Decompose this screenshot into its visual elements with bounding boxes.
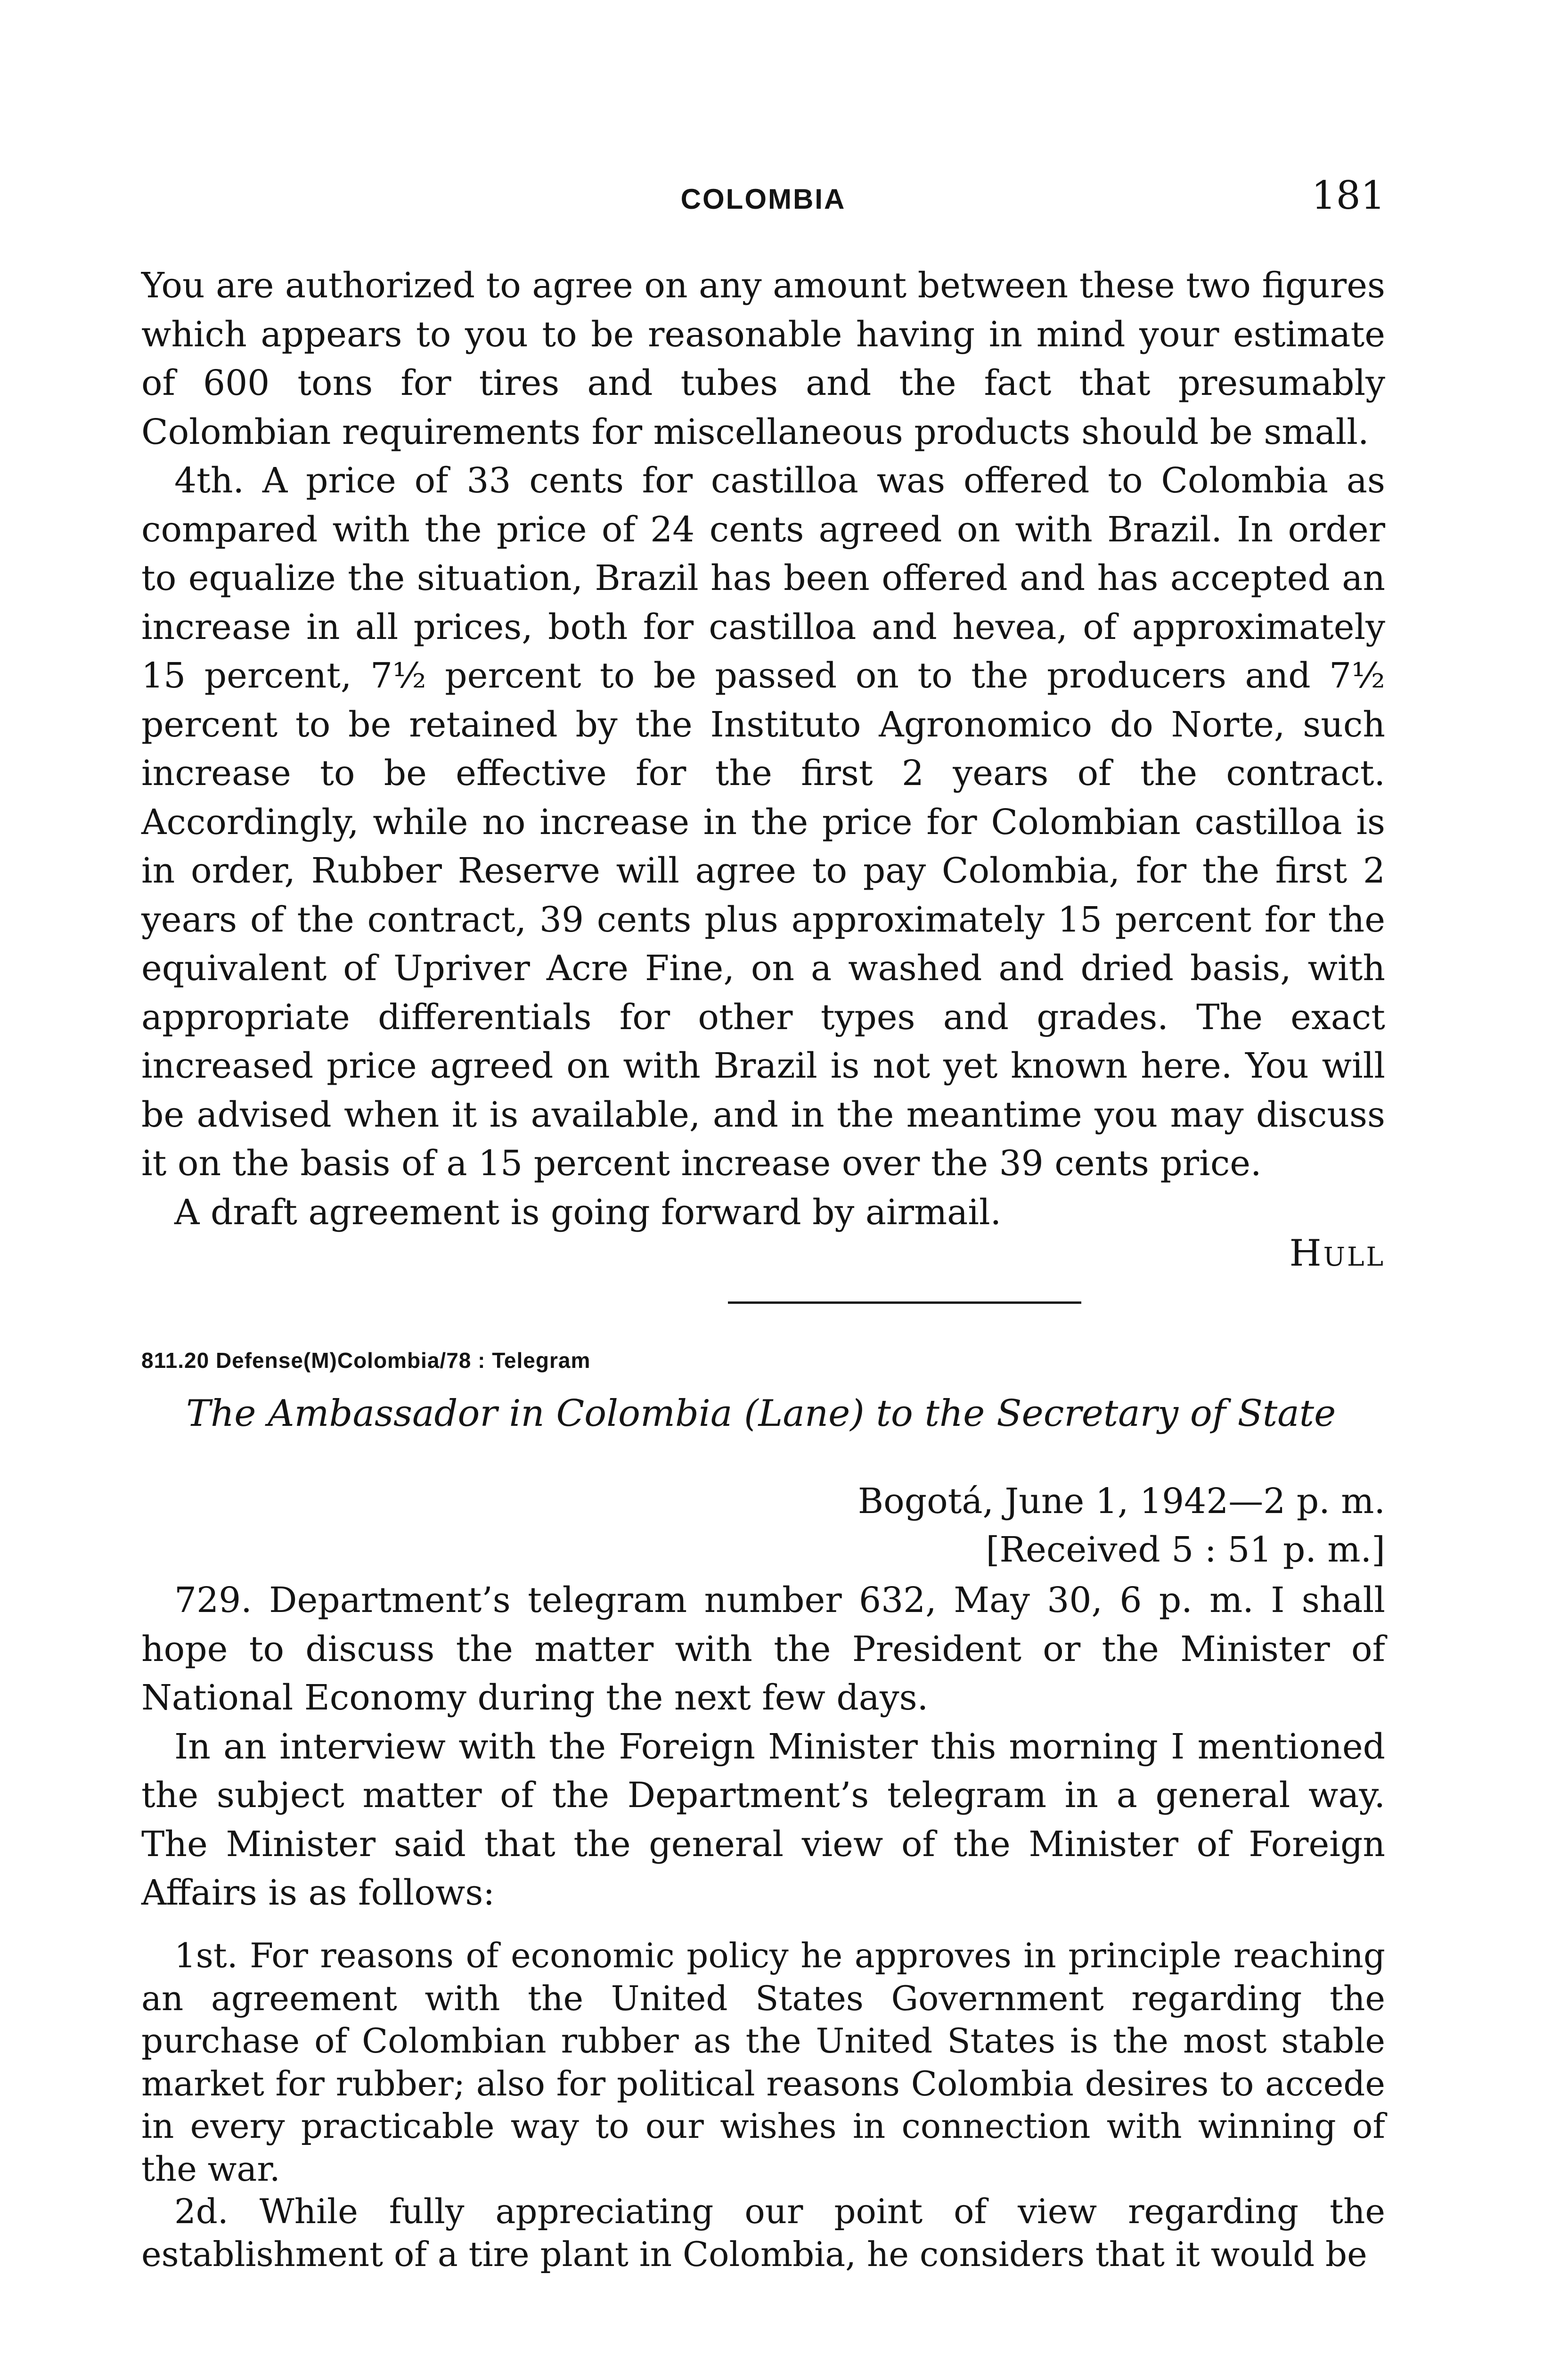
telegram-continuation (141, 262, 1385, 1237)
paragraph-authorization: You are authorized to agree on any amount between these two figures which appears to you to be reasonable having in mind your estimate of 600 tons for tires and tubes and the fact that presumably Colombian requirements for miscellaneous products should be small. (141, 265, 1385, 452)
running-head (141, 173, 1385, 225)
received-time: [Received 5 : 51 p. m.] (986, 1530, 1385, 1570)
paragraph-interview: In an interview with the Foreign Minister this morning I mentioned the subject matter of the Department’s telegram in a general way. The Minister said that the general view of the Minister of Foreign Affairs is as follows: (141, 1726, 1385, 1913)
quoted-points (141, 1934, 1385, 2275)
page-number: 181 (1311, 173, 1385, 218)
signature-hull: Hull (1289, 1232, 1385, 1275)
dateline (858, 1477, 1385, 1574)
document-heading: The Ambassador in Colombia (Lane) to the Secretary of State (186, 1392, 1336, 1435)
paragraph-729: 729. Department’s telegram number 632, May 30, 6 p. m. I shall hope to discuss the matter with the President or the Minister of National Economy during the next few days. (141, 1580, 1385, 1718)
paragraph-second-point: 2d. While fully appreciating our point of view regarding the establishment of a tire plant in Colombia, he considers that it would be (141, 2192, 1385, 2274)
paragraph-draft-agreement: A draft agreement is going forward by airmail. (174, 1192, 1002, 1233)
telegram-body (141, 1576, 1385, 1918)
section-title: COLOMBIA (680, 183, 846, 215)
paragraph-fourth-point: 4th. A price of 33 cents for castilloa was offered to Colombia as compared with the price of 24 cents agreed on with Brazil. In order to equalize the situation, Brazil has been offered and has accepted an increase in all prices, both for castilloa and hevea, of approximately 15 percent, 7½ percent to be passed on to the producers and 7½ percent to be retained by the Instituto Agronomico do Norte, such increase to be effective for the first 2 years of the contract. Accordingly, while no increase in the price for Colombian castilloa is in order, Rubber Reserve will agree to pay Colombia, for the first 2 years of the contract, 39 cents plus approximately 15 percent for the equivalent of Upriver Acre Fine, on a washed and dried basis, with appropriate differentials for other types and grades. The exact increased price agreed on with Brazil is not yet known here. You will be advised when it is available, and in the meantime you may discuss it on the basis of a 15 percent increase over the 39 cents price. (141, 460, 1385, 1184)
section-divider (728, 1301, 1081, 1304)
paragraph-first-point: 1st. For reasons of economic policy he approves in principle reaching an agreement with the United States Government regarding the purchase of Colombian rubber as the United States is the most stable market for rubber; also for political reasons Colombia desires to accede in every practicable way to our wishes in connection with winning of the war. (141, 1936, 1385, 2189)
place-date: Bogotá, June 1, 1942—2 p. m. (858, 1481, 1385, 1522)
file-reference: 811.20 Defense(M)Colombia/78 : Telegram (141, 1348, 591, 1373)
